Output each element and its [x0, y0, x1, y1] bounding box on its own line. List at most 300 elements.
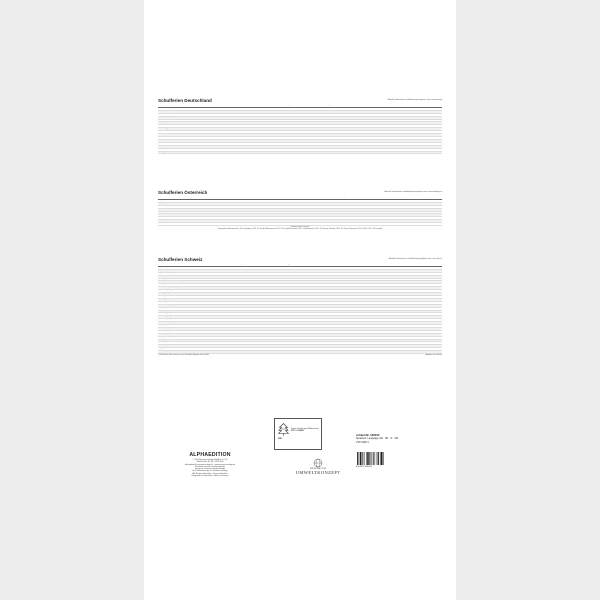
holiday-dates-cell: 29.06. - 11.08.: [310, 275, 354, 278]
holiday-dates-cell: 21.12. - 06.01.: [404, 214, 442, 217]
region-name-cell: Appenzell (AI) Übersicht: [158, 272, 222, 275]
region-name-cell: Basel (BL) Primarschule/Sek: [158, 278, 222, 281]
fsc-tree-icon: [278, 423, 289, 436]
holiday-dates-cell: 27.01. - 04.02.: [222, 330, 266, 333]
holiday-dates-cell: 23.03. - 02.04.: [289, 223, 327, 226]
holiday-dates-cell: 05.02. - 10.02.: [250, 223, 288, 226]
holiday-dates-cell: 23.12. - 05.01.: [212, 107, 245, 110]
holiday-dates-cell: 29.03. - 14.04.: [266, 287, 310, 290]
holiday-dates-cell: -: [311, 125, 344, 128]
region-name-cell: Hessen: [158, 125, 212, 128]
holiday-dates-cell: 20.04. - 05.05.: [266, 351, 310, 354]
holiday-dates-cell: 10.05.: [311, 142, 344, 145]
holiday-dates-cell: 21.09. - 13.10.: [354, 281, 398, 284]
holiday-dates-cell: 21.05. - 24.05.: [311, 145, 344, 148]
region-name-cell: Freiburg (FR) Übersicht: [158, 293, 222, 296]
holiday-dates-cell: 18.07. - 30.08.: [343, 113, 376, 116]
holiday-dates-cell: 29.07. - 09.09.: [343, 110, 376, 113]
holiday-dates-cell: 21.12. - 06.01.: [404, 220, 442, 223]
holiday-dates-cell: 10.02. - 25.02.: [222, 339, 266, 342]
holiday-dates-cell: 23.03. - 06.04.: [278, 107, 311, 110]
holiday-dates-cell: 14.10. - 25.10.: [376, 136, 409, 139]
holiday-dates-cell: 10.02. - 25.02.: [222, 316, 266, 319]
holiday-dates-cell: 23.12. - 03.01.: [409, 116, 442, 119]
holiday-dates-cell: 15.07. - 23.08.: [343, 136, 376, 139]
holiday-dates-cell: 10.05.: [311, 151, 344, 154]
holiday-dates-cell: 25.03. - 13.04.: [278, 125, 311, 128]
holiday-dates-cell: 29.03. - 05.04.: [266, 333, 310, 336]
holiday-dates-cell: 23.12. - 10.01.: [409, 125, 442, 128]
holiday-dates-cell: 29.06. - 18.08.: [310, 339, 354, 342]
holiday-dates-cell: 06.07. - 25.08.: [310, 295, 354, 298]
barcode-bar: [362, 452, 363, 465]
holiday-dates-cell: 06.07. - 07.09.: [365, 214, 403, 217]
region-name-cell: Nidwalden (NW) Übersicht: [158, 316, 222, 319]
holiday-dates-cell: 19.12. - 03.01.: [409, 145, 442, 148]
holiday-dates-cell: 10.02. - 25.02.: [222, 310, 266, 313]
holiday-dates-cell: 10.05. / 21.05.: [311, 119, 344, 122]
holiday-dates-cell: 12.10. - 27.10.: [354, 345, 398, 348]
holiday-dates-cell: 18.03. - 02.04.: [278, 119, 311, 122]
holiday-dates-cell: 25.03. - 06.04.: [278, 110, 311, 113]
holiday-dates-cell: 21.09. - 06.10.: [354, 310, 398, 313]
holiday-dates-cell: 25.03. - 03.04.: [278, 128, 311, 131]
table-header-cell: Weihnachten 2023/2024: [212, 105, 245, 107]
region-name-cell: Nordrhein-Westfalen: [158, 134, 212, 137]
publisher-logo: ALPHAEDITION: [189, 452, 231, 458]
barcode-bar: [367, 452, 368, 465]
umweltkonzept-label: EIN BEITRAG ZUM: [310, 468, 326, 470]
holiday-dates-cell: 28.09. - 13.10.: [354, 348, 398, 351]
holiday-dates-cell: 21.12. - 05.01.: [212, 134, 245, 137]
holiday-dates-cell: 20.12. - 03.01.: [409, 122, 442, 125]
holiday-dates-cell: 18.05. - 21.05.: [327, 199, 365, 202]
holiday-dates-cell: 22.12. - 05.01.: [212, 122, 245, 125]
holiday-dates-cell: 25.03. - 05.04.: [278, 113, 311, 116]
holiday-dates-cell: 25.03. - 30.03.: [278, 116, 311, 119]
holiday-dates-cell: 10.02. - 25.02.: [222, 348, 266, 351]
holiday-dates-cell: 06.07. - 11.08.: [310, 330, 354, 333]
region-name-cell: Zug (ZG) Übersicht: [158, 348, 222, 351]
holiday-dates-cell: 02.04. - 19.04.: [278, 148, 311, 151]
holiday-dates-cell: 12.02. - 16.02.: [245, 110, 278, 113]
holiday-dates-cell: 22.07. - 31.08.: [343, 128, 376, 131]
holiday-dates-cell: 29.03. - 12.04.: [266, 313, 310, 316]
holiday-dates-cell: 12.02. - 17.02.: [250, 208, 288, 211]
holiday-dates-cell: 03.02. - 18.02.: [222, 322, 266, 325]
region-name-cell: Tirol: [158, 217, 212, 220]
holiday-dates-cell: 21.12. - 03.01.: [212, 145, 245, 148]
holiday-dates-cell: 18.03. - 28.03.: [278, 122, 311, 125]
holiday-dates-cell: 23.12. - 06.01.: [212, 208, 250, 211]
publisher-address-line: Instagram: neumann.verlage.kalender: [194, 468, 226, 471]
holiday-dates-cell: 21.10. - 01.11.: [376, 122, 409, 125]
holiday-dates-cell: 21.12. - 06.01.: [398, 333, 442, 336]
holiday-dates-cell: 06.04. - 21.04.: [266, 330, 310, 333]
holiday-dates-cell: 23.12. - 04.01.: [409, 131, 442, 134]
holiday-dates-cell: 12.02. - 17.02.: [250, 220, 288, 223]
holiday-dates-cell: 10.05.: [311, 148, 344, 151]
article-info: [356, 434, 428, 444]
holiday-dates-cell: 21.12. - 04.01.: [398, 266, 442, 269]
holiday-dates-cell: 17.02. - 03.03.: [222, 275, 266, 278]
holiday-dates-cell: 04.10. - 18.10.: [376, 145, 409, 148]
switzerland-footnote-right: Angaben ohne Gewähr: [425, 355, 442, 357]
holiday-dates-cell: 21.12. - 05.01.: [398, 348, 442, 351]
holiday-dates-cell: 10.02. - 18.02.: [222, 325, 266, 328]
holiday-dates-cell: 23.12. - 06.01.: [212, 214, 250, 217]
holiday-dates-cell: 12.10. - 27.10.: [354, 307, 398, 310]
table-header-cell: Weihnachten 2024/2025: [404, 197, 442, 199]
region-name-cell: Thurgau (TG) Übersicht: [158, 336, 222, 339]
holiday-dates-cell: 18.05. - 21.05.: [327, 211, 365, 214]
holiday-dates-cell: 27.01. - 04.02.: [222, 336, 266, 339]
region-name-cell: Schwyz (SZ) Übersicht: [158, 325, 222, 328]
region-name-cell: Waadt (VD) Übersicht: [158, 342, 222, 345]
barcode-number: 4 003273 006003: [356, 466, 372, 468]
holiday-dates-cell: 23.12. - 05.01.: [212, 119, 245, 122]
holiday-dates-cell: 06.04. - 21.04.: [266, 336, 310, 339]
section-note-austria: Aktuelle Informationen und Änderungsangebote unter: www.bmbwf.gv.at: [384, 191, 442, 193]
holiday-dates-cell: -: [245, 107, 278, 110]
holiday-dates-cell: 23.12. - 03.01.: [409, 110, 442, 113]
holiday-dates-cell: 06.04. - 21.04.: [266, 322, 310, 325]
region-name-cell: Salzburg: [158, 211, 212, 214]
umweltkonzept-block: [282, 458, 354, 475]
holiday-dates-cell: variiert: [222, 304, 266, 307]
holiday-dates-cell: 29.03. - 14.04.: [266, 290, 310, 293]
holiday-dates-cell: 21.12. - 05.01.: [398, 342, 442, 345]
region-name-cell: Aargau (AG) alle Schulen: [158, 266, 222, 269]
holiday-dates-cell: 21.10. - 02.11.: [376, 148, 409, 151]
holiday-dates-cell: 21.12. - 05.01.: [398, 319, 442, 322]
holiday-dates-cell: 06.07. - 11.08.: [310, 269, 354, 272]
holiday-dates-cell: 18.03. - 28.03.: [278, 131, 311, 134]
holiday-dates-cell: variiert: [354, 304, 398, 307]
holiday-dates-cell: 28.03. - 05.04.: [278, 142, 311, 145]
region-name-cell: Glarus (GL) Übersicht: [158, 301, 222, 304]
region-name-cell: Vorarlberg: [158, 220, 212, 223]
holiday-dates-cell: 27.12. - 05.01.: [212, 136, 245, 139]
holiday-dates-cell: 21.12. - 06.01.: [404, 208, 442, 211]
holiday-dates-cell: 24.06. - 02.08.: [343, 131, 376, 134]
holiday-dates-cell: 21.12. - 05.01.: [398, 325, 442, 328]
holiday-dates-cell: 14.10. - 26.10.: [376, 125, 409, 128]
holiday-dates-cell: 21.12. - 05.01.: [398, 275, 442, 278]
holiday-dates-cell: 21.12. - 06.01.: [404, 211, 442, 214]
holiday-dates-cell: 15.06. - 01.09.: [310, 333, 354, 336]
holiday-dates-cell: 29.06. - 18.08.: [310, 310, 354, 313]
holiday-dates-cell: 29.03. - 12.04.: [266, 298, 310, 301]
publisher-address-line: © 2023 Neumann Verlage GmbH & Co. KG: [192, 459, 228, 461]
holiday-dates-cell: -: [245, 148, 278, 151]
holiday-dates-cell: 23.12. - 06.01.: [212, 205, 250, 208]
holiday-dates-cell: 28.09. - 12.10.: [354, 266, 398, 269]
table-header-cell: Bundesland: [158, 197, 212, 199]
holiday-dates-cell: 12.10. - 27.10.: [354, 295, 398, 298]
holiday-dates-cell: 23.12. - 06.01.: [409, 134, 442, 137]
holiday-dates-cell: 26.02. - 01.03.: [222, 307, 266, 310]
holiday-dates-cell: 21.12. - 05.01.: [398, 345, 442, 348]
holiday-dates-cell: 06.07. - 25.08.: [310, 293, 354, 296]
holiday-dates-cell: 21.12. - 06.01.: [404, 199, 442, 202]
region-name-cell: Basel-Landschaft (BL) Gymnasium: [158, 287, 222, 290]
holiday-dates-cell: 29.06. - 11.08.: [310, 287, 354, 290]
holiday-dates-cell: 05.02. - 10.02.: [250, 205, 288, 208]
holiday-dates-cell: 06.07. - 07.09.: [365, 211, 403, 214]
holiday-dates-cell: 13.04. - 28.04.: [266, 348, 310, 351]
holiday-dates-cell: 15.07. - 23.08.: [343, 139, 376, 142]
region-name-cell: Luzern (LU) alle Schulen: [158, 310, 222, 313]
holiday-dates-cell: 04.10. - 18.10.: [376, 131, 409, 134]
holiday-dates-cell: 21.12. - 05.01.: [398, 301, 442, 304]
holiday-dates-cell: 10.05. - 24.05.: [311, 122, 344, 125]
holiday-dates-cell: 21.12. - 05.01.: [398, 336, 442, 339]
holiday-dates-cell: 18.05. - 21.05.: [327, 214, 365, 217]
holiday-dates-cell: 29.03. - 14.04.: [266, 342, 310, 345]
holiday-dates-cell: 23.03. - 02.04.: [289, 217, 327, 220]
holiday-dates-cell: 25.03. - 05.04.: [278, 151, 311, 154]
article-vvp: VVP 2083 4: [356, 440, 369, 444]
holiday-dates-cell: 13.04. - 28.04.: [266, 272, 310, 275]
holiday-dates-cell: 23.12. - 08.01.: [409, 136, 442, 139]
holiday-dates-cell: 06.07. - 11.08.: [310, 336, 354, 339]
holiday-dates-cell: 05.02. - 10.02.: [245, 116, 278, 119]
holiday-dates-cell: 29.06. - 11.08.: [310, 278, 354, 281]
holiday-dates-cell: 21.10. - 01.11.: [354, 298, 398, 301]
holiday-dates-cell: 29.06. - 25.08.: [310, 342, 354, 345]
holiday-dates-cell: 12.02. - 16.02.: [245, 139, 278, 142]
holiday-dates-cell: 08.07. - 20.08.: [343, 134, 376, 137]
holiday-dates-cell: 10.02. - 25.02.: [222, 319, 266, 322]
fsc-code: FSC® C104820: [291, 430, 304, 433]
holiday-dates-cell: 28.09. - 13.10.: [354, 301, 398, 304]
holiday-dates-cell: 21.12. - 05.01.: [398, 322, 442, 325]
region-name-cell: Schaffhausen (SH) Übersicht: [158, 322, 222, 325]
holiday-dates-cell: 17.02. - 03.03.: [222, 287, 266, 290]
holiday-dates-cell: 06.07. - 18.08.: [310, 348, 354, 351]
holiday-dates-cell: 18.05. - 21.05.: [327, 208, 365, 211]
holiday-dates-cell: 28.09. - 13.10.: [354, 322, 398, 325]
barcode-bar: [378, 452, 379, 465]
region-name-cell: Wallis (VS) Übersicht: [158, 345, 222, 348]
holiday-dates-cell: 06.04. - 20.04.: [266, 266, 310, 269]
section-note-switzerland: Aktuelle Informationen und Änderungsangebote unter: www.edk.ch: [388, 258, 442, 260]
holiday-dates-cell: 21.12. - 05.01.: [398, 295, 442, 298]
holiday-dates-cell: 23.12. - 06.01.: [212, 202, 250, 205]
region-name-cell: Bremen: [158, 119, 212, 122]
holiday-dates-cell: 18.07. - 28.08.: [343, 122, 376, 125]
region-name-cell: St. Gallen (SG) Übersicht: [158, 330, 222, 333]
holiday-dates-cell: 12.02. - 17.02.: [250, 211, 288, 214]
holiday-dates-cell: 06.07. - 11.08.: [310, 301, 354, 304]
holiday-dates-cell: 06.07. - 14.08.: [310, 307, 354, 310]
switzerland-footnote: (*) Schulferien Genf variieren je nach Gemeinde; Angaben ohne Gewähr: [158, 355, 210, 357]
holiday-dates-cell: 29.06. - 31.08.: [365, 205, 403, 208]
holiday-dates-cell: 21.12. - 05.01.: [398, 293, 442, 296]
table-header-cell: Pfingsten 2024: [327, 197, 365, 199]
holiday-dates-cell: 29.03. - 14.04.: [266, 345, 310, 348]
holiday-dates-cell: 14.10. - 26.10.: [376, 134, 409, 137]
holiday-dates-cell: 27.12. - 05.01.: [212, 131, 245, 134]
holiday-dates-cell: 06.04. - 21.04.: [266, 284, 310, 287]
holiday-dates-cell: 28.09. - 13.10.: [354, 325, 398, 328]
article-languages: Sprachen: Language: DE · FR · IT · GB: [356, 437, 398, 441]
barcode-bar: [360, 452, 361, 465]
region-name-cell: Bayern: [158, 110, 212, 113]
holiday-dates-cell: 23.03. - 02.04.: [289, 214, 327, 217]
holiday-dates-cell: 29.03. - 12.04.: [266, 307, 310, 310]
table-header-cell: Weihnachten 2024/2025: [409, 105, 442, 107]
holiday-dates-cell: 23.12. - 03.01.: [398, 313, 442, 316]
holiday-dates-cell: 28.10. - 31.10.: [376, 110, 409, 113]
holiday-dates-cell: 07.10. - 19.10.: [376, 151, 409, 154]
article-number: Artikel-Nr. 160400: [356, 433, 380, 437]
holiday-dates-cell: 10.05. / 17.05. - 21.05.: [311, 128, 344, 131]
holiday-dates-cell: 22.07. - 31.08.: [343, 148, 376, 151]
holiday-dates-cell: 28.09. - 13.10.: [354, 316, 398, 319]
region-name-cell: Uri (UR) Übersicht: [158, 339, 222, 342]
holiday-dates-cell: 21.05.: [311, 134, 344, 137]
holiday-dates-cell: 22.12. - 05.01.: [212, 151, 245, 154]
holiday-dates-cell: 23.12. - 02.01.: [212, 142, 245, 145]
holiday-dates-cell: 20.06. - 31.07.: [343, 151, 376, 154]
holiday-dates-cell: 29.03. - 14.04.: [266, 295, 310, 298]
holiday-dates-cell: 18.05. - 21.05.: [327, 205, 365, 208]
holiday-dates-cell: 21.12. - 06.01.: [404, 202, 442, 205]
region-name-cell: Wien: [158, 223, 212, 226]
holiday-dates-cell: 18.05. - 21.05.: [327, 202, 365, 205]
holiday-dates-cell: 06.07. - 16.08.: [310, 313, 354, 316]
holiday-dates-cell: 21.12. - 05.01.: [398, 278, 442, 281]
holiday-dates-cell: 21.12. - 05.01.: [398, 310, 442, 313]
section-title-switzerland: Schulferien Schweiz: [158, 257, 203, 262]
holiday-dates-cell: 28.09. - 13.10.: [354, 319, 398, 322]
holiday-dates-cell: 25.03. - 30.03.: [278, 145, 311, 148]
region-name-cell: Graubünden (GR) Übersicht: [158, 304, 222, 307]
region-name-cell: Bern (BE) Schulen Berner Jura: [158, 284, 222, 287]
holiday-dates-cell: 10.05.: [311, 113, 344, 116]
holiday-dates-cell: 23.12. - 03.01.: [398, 298, 442, 301]
holiday-dates-cell: 19.02. - 24.02.: [250, 214, 288, 217]
holiday-dates-cell: 29.06. - 18.08.: [310, 325, 354, 328]
holiday-dates-cell: 06.04. - 21.04.: [266, 278, 310, 281]
region-name-cell: Mecklenburg-Vorpommern: [158, 128, 212, 131]
holiday-dates-cell: 28.10. - 31.10.: [376, 107, 409, 110]
holiday-dates-cell: 20.12. - 03.01.: [409, 151, 442, 154]
region-name-cell: Basel (BS) alle Schulen: [158, 275, 222, 278]
holiday-dates-cell: 05.02. - 10.02.: [245, 145, 278, 148]
holiday-dates-cell: 18.05. - 21.05.: [327, 223, 365, 226]
holiday-dates-cell: 17.02. - 03.03.: [222, 290, 266, 293]
holiday-dates-cell: variiert: [222, 281, 266, 284]
region-name-cell: Jura (JU) alle Schulen: [158, 307, 222, 310]
holiday-dates-cell: 23.12. - 31.12.: [409, 113, 442, 116]
holiday-dates-cell: 28.09. - 20.10.: [354, 284, 398, 287]
holiday-dates-cell: 23.03. - 02.04.: [289, 205, 327, 208]
holiday-dates-cell: 21.12. - 03.01.: [212, 128, 245, 131]
region-name-cell: Obwalden (OW) Übersicht: [158, 319, 222, 322]
table-header-cell: Weihnachten 2024/2025: [398, 264, 442, 266]
holiday-dates-cell: 10.02. - 18.02.: [222, 269, 266, 272]
holiday-dates-cell: -: [311, 136, 344, 139]
holiday-dates-cell: 12.02. - 23.02.: [245, 142, 278, 145]
barcode-bar: [381, 452, 382, 465]
holiday-dates-cell: 10.02. - 18.02.: [222, 272, 266, 275]
section-note-germany: Aktuelle Informationen und Änderungsangebote unter: www.kmk.org: [387, 99, 442, 101]
section-title-austria: Schulferien Österreich: [158, 190, 208, 195]
region-name-cell: Rheinland-Pfalz: [158, 136, 212, 139]
calendar-back-sheet: [144, 0, 456, 600]
holiday-dates-cell: 13.04. - 28.04.: [266, 325, 310, 328]
fsc-text: [291, 428, 319, 433]
austria-footnote: Burgenland, Niederösterreich, Tirol, Vorarlberg: 19.03. (hl. Josef); Niederösterreich: 15.11. (hl. Leopold); Kärnten: 10.10.; Oberösterreich: 04.05. (hl. Florian); Salzburg: 24.09. (hl. Rupert); Steiermark: 19.03.; Wien: 15.11. (hl. Leopold): [218, 229, 382, 231]
holiday-dates-cell: 23.12. - 06.01.: [212, 223, 250, 226]
holiday-dates-cell: 05.02. - 10.02.: [245, 113, 278, 116]
holiday-dates-cell: 10.05.: [311, 116, 344, 119]
holiday-dates-cell: 23.03. - 02.04.: [289, 199, 327, 202]
holiday-dates-cell: variiert: [222, 351, 266, 354]
holiday-dates-cell: 21.12. - 06.01.: [404, 205, 442, 208]
holiday-dates-cell: 22.12. - 02.01.: [212, 116, 245, 119]
region-name-cell: Neuenburg (NE) Übersicht: [158, 313, 222, 316]
holiday-dates-cell: 29.06. - 31.08.: [365, 199, 403, 202]
holiday-dates-cell: 24.06. - 02.08.: [343, 145, 376, 148]
table-header-cell: Sport 2024: [222, 264, 266, 266]
holiday-dates-cell: 25.03. - 06.04.: [278, 134, 311, 137]
section-title-germany: Schulferien Deutschland: [158, 98, 212, 103]
holiday-dates-cell: 21.05. - 01.06.: [311, 110, 344, 113]
holiday-dates-cell: 06.07. - 11.08.: [310, 327, 354, 330]
publisher-block: [170, 452, 250, 477]
table-row: [158, 151, 442, 154]
holiday-dates-cell: 17.02. - 25.02.: [222, 342, 266, 345]
holiday-dates-cell: 23.12. - 03.01.: [409, 142, 442, 145]
holiday-dates-cell: 27.12. - 13.01.: [212, 125, 245, 128]
holiday-dates-cell: 06.07. - 11.08.: [310, 284, 354, 287]
holiday-dates-cell: 21.12. - 05.01.: [398, 287, 442, 290]
holiday-dates-cell: 20.06. - 02.08.: [343, 142, 376, 145]
table-header-cell: Frühjahr/Ostern 2024: [278, 105, 311, 107]
publisher-address-line: Weißenthaler Str. 38 - 91541 Rott: [196, 461, 224, 464]
holiday-dates-cell: 13.04. - 28.04.: [266, 316, 310, 319]
holiday-dates-cell: 06.04. - 21.04.: [266, 327, 310, 330]
holiday-dates-cell: 10.02. - 18.02.: [222, 345, 266, 348]
holiday-dates-cell: 28.09. - 13.10.: [354, 278, 398, 281]
holiday-dates-cell: 28.09. - 13.10.: [354, 269, 398, 272]
region-name-cell: Zürich (ZH) alle Schulen: [158, 351, 222, 354]
holiday-dates-cell: 21.12. - 05.01.: [398, 307, 442, 310]
holiday-dates-cell: 23.12. - 04.01.: [409, 107, 442, 110]
holiday-dates-cell: 21.12. - 05.01.: [398, 269, 442, 272]
publisher-address-line: alphaedition@neumann-verlage.de · www.neumann-verlage.de: [184, 463, 236, 466]
holiday-dates-cell: 20.12. - 03.01.: [409, 139, 442, 142]
holiday-dates-cell: 06.04. - 21.04.: [266, 301, 310, 304]
region-name-cell: Sachsen-Anhalt: [158, 145, 212, 148]
holiday-dates-cell: 02.02.: [245, 122, 278, 125]
holiday-dates-cell: 12.02. - 16.02.: [222, 298, 266, 301]
table-header-cell: Sommer 2024: [365, 197, 403, 199]
holiday-dates-cell: 06.07. - 07.09.: [365, 220, 403, 223]
holiday-dates-cell: 28.09. - 20.10.: [354, 330, 398, 333]
holiday-dates-cell: 21.12. - 05.01.: [398, 327, 442, 330]
holiday-dates-cell: 12.02. - 16.02.: [245, 151, 278, 154]
holiday-dates-cell: 21.12. - 05.01.: [398, 316, 442, 319]
holiday-dates-cell: 05.02. - 10.02.: [250, 199, 288, 202]
holiday-dates-cell: 23.12. - 06.01.: [212, 211, 250, 214]
fsc-label: MIX: [278, 438, 282, 440]
holiday-dates-cell: 28.09. - 13.10.: [354, 336, 398, 339]
